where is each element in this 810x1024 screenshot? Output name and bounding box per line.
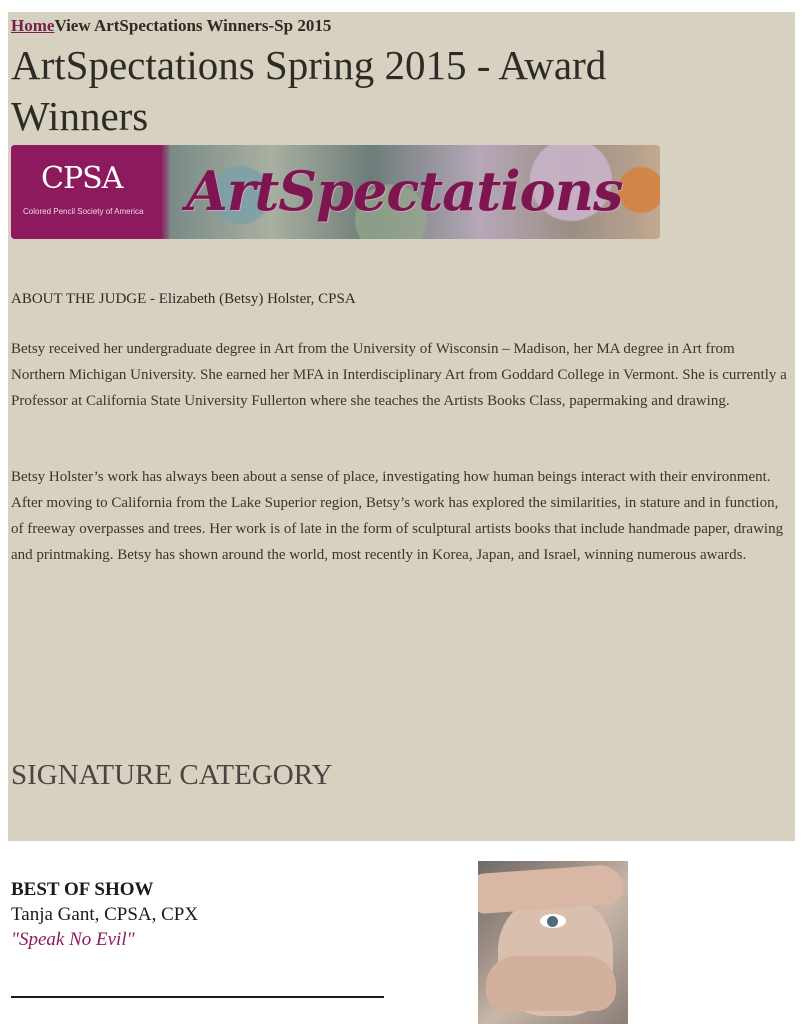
artwork-hand-top: [478, 864, 624, 914]
artspectations-banner: [11, 145, 660, 239]
cpsa-logo: [11, 145, 161, 239]
section-divider: [11, 996, 384, 998]
judge-heading: ABOUT THE JUDGE - Elizabeth (Betsy) Holster, CPSA: [11, 291, 356, 307]
artwork-eye: [540, 914, 566, 928]
award-artist: Tanja Gant, CPSA, CPX: [11, 904, 199, 925]
award-artwork-title: "Speak No Evil": [11, 929, 135, 950]
category-heading: SIGNATURE CATEGORY: [11, 759, 333, 791]
banner-wordmark: ArtSpectations: [186, 159, 623, 223]
artwork-iris: [547, 916, 558, 927]
page-title: ArtSpectations Spring 2015 - Award Winners: [11, 42, 607, 139]
artwork-thumbnail[interactable]: [478, 861, 628, 1024]
judge-bio-paragraph-1: Betsy received her undergraduate degree in Art from the University of Wisconsin – Madison, her MA degree in Art from Northern Michigan University. She earned her MFA in Interdisciplinary Art from Goddard College in Vermont. She is currently a Professor at California State University Fullerton where she teaches the Artists Books Class, papermaking and drawing.: [11, 341, 787, 409]
judge-bio-paragraph-2: Betsy Holster’s work has always been about a sense of place, investigating how human beings interact with their environment. After moving to California from the Lake Superior region, Betsy’s work has explored the similarities, in stature and in function, of freeway overpasses and trees. Her work is of late in the form of sculptural artists books that include handmade paper, drawing and printmaking. Betsy has shown around the world, most recently in Korea, Japan, and Israel, winning numerous awards.: [11, 469, 784, 563]
cpsa-logo-subtext: Colored Pencil Society of America: [23, 207, 144, 216]
artwork-hand-bottom: [486, 956, 616, 1011]
breadcrumb: [11, 16, 331, 36]
breadcrumb-home-link[interactable]: Home: [11, 16, 55, 35]
cpsa-logo-text: CPSA: [41, 161, 123, 196]
breadcrumb-current: View ArtSpectations Winners-Sp 2015: [54, 16, 332, 35]
award-label: BEST OF SHOW: [11, 879, 154, 900]
